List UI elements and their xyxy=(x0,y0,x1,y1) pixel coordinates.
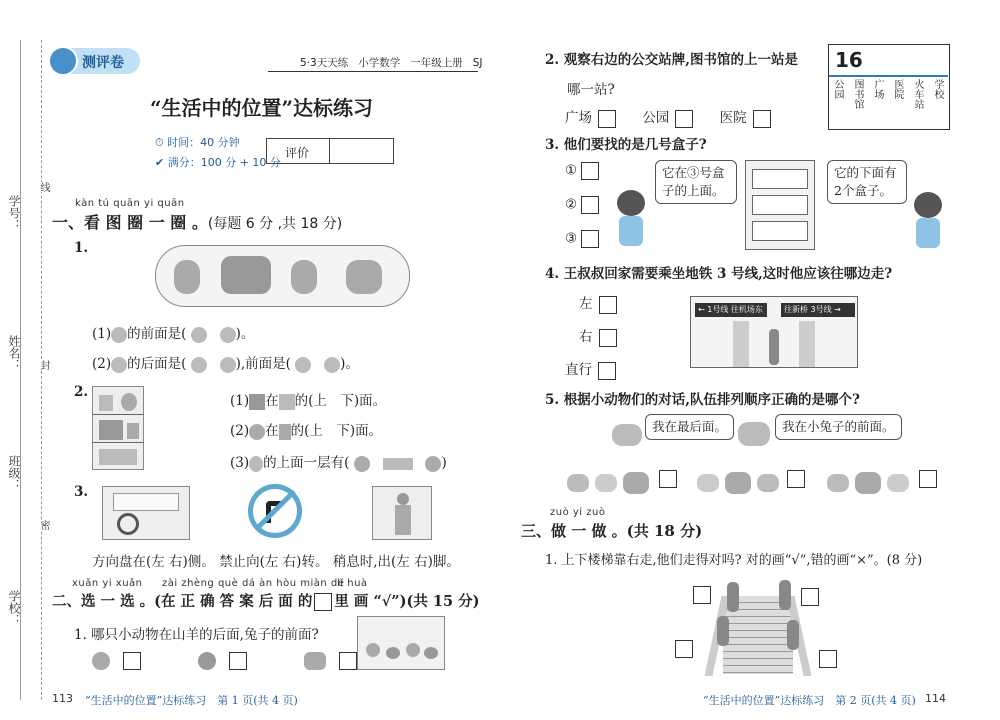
windshield xyxy=(113,493,179,511)
child-figure-icon xyxy=(787,620,799,650)
clock-item-icon xyxy=(249,456,263,472)
margin-xian: 线 xyxy=(38,182,49,192)
q1-line2-text: 的后面是( xyxy=(127,356,187,372)
margin-feng: 封 xyxy=(38,360,49,370)
cat-icon xyxy=(612,424,642,446)
answer-box-3[interactable] xyxy=(581,230,599,248)
r-q3-option-3 xyxy=(565,230,599,248)
option-face-icon[interactable] xyxy=(220,357,236,373)
child-figure-icon xyxy=(727,582,739,612)
child-figure-icon xyxy=(717,616,729,646)
dog-option-icon xyxy=(304,652,326,670)
r-q4-text: 4. 王叔叔回家需要乘坐地铁 3 号线,这时他应该往哪边走? xyxy=(545,266,893,282)
r-q4-option-left xyxy=(579,292,617,314)
name-label: 姓名： xyxy=(7,335,21,371)
option-label: ③ xyxy=(565,230,578,247)
dog-icon xyxy=(725,472,751,494)
sign-slash xyxy=(254,490,296,532)
s2-q1-options xyxy=(92,650,357,670)
toy-car-icon xyxy=(99,449,137,465)
option-label: ② xyxy=(565,196,578,213)
sign-right-dest: 往新桥 xyxy=(784,305,808,314)
option-label: 左 xyxy=(579,296,593,312)
man-figure-icon xyxy=(769,329,779,365)
dog-icon xyxy=(738,422,770,446)
q1-line1-end: )。 xyxy=(235,326,255,342)
queue-options xyxy=(567,468,987,498)
pig-figure-icon xyxy=(291,260,317,294)
pillar xyxy=(733,321,749,367)
option-face-icon[interactable] xyxy=(295,357,311,373)
section2-pinyin-2: zài zhèng què dá àn hòu miàn de xyxy=(162,578,345,589)
rabbit-icon xyxy=(595,474,617,492)
q2-line1-text: 在 xyxy=(265,393,279,409)
answer-box-left[interactable] xyxy=(599,296,617,314)
answer-box-cat[interactable] xyxy=(123,652,141,670)
evaluation-label: 评价 xyxy=(285,146,310,160)
footer-left: “生活中的位置”达标练习 第 1 页(共 4 页) xyxy=(85,694,298,707)
q3-number: 3. xyxy=(74,484,89,500)
option-label: 右 xyxy=(579,329,593,345)
series-name: 5·3天天练 xyxy=(300,57,349,69)
answer-box-queue-a[interactable] xyxy=(659,470,677,488)
footer-right: “生活中的位置”达标练习 第 2 页(共 4 页) xyxy=(703,694,916,707)
score-info xyxy=(155,154,281,170)
option-car-icon[interactable] xyxy=(383,458,413,470)
option-square: 广场 xyxy=(565,110,592,126)
answer-box-queue-b[interactable] xyxy=(787,470,805,488)
rabbit-icon xyxy=(887,474,909,492)
character-face-icon xyxy=(111,357,127,373)
time-info xyxy=(155,134,240,150)
cat-icon xyxy=(827,474,849,492)
stop-label: 医院 xyxy=(892,79,903,99)
sign-right-line: 3号线 xyxy=(810,305,832,314)
section2-heading-a: 二、选 一 选 。(在 正 确 答 案 后 面 的 xyxy=(52,593,313,610)
q2-line3-end: ) xyxy=(441,455,447,471)
cup-icon xyxy=(127,423,139,439)
section2-heading xyxy=(52,590,480,611)
student-at-ease-illustration xyxy=(372,486,432,540)
direction-sign-left: ← 1号线 往机场东 xyxy=(695,303,767,317)
clock-icon: ⏱ xyxy=(155,136,164,149)
r-q2-options xyxy=(565,106,771,128)
option-item-icon[interactable] xyxy=(354,456,370,472)
cat-toy-icon xyxy=(121,393,137,411)
option-label: ① xyxy=(565,162,578,179)
q1-number: 1. xyxy=(74,240,89,256)
binding-dashed-line xyxy=(41,40,42,700)
evaluation-box xyxy=(266,138,394,164)
drawer-3 xyxy=(752,221,808,241)
q1-line1-label: (1) xyxy=(92,326,112,342)
speech-bubble-dog: 我在小兔子的前面。 xyxy=(775,414,902,440)
r-q4-option-straight xyxy=(565,358,616,380)
speech-bubble-right: 它的下面有2个盒子。 xyxy=(827,160,907,204)
r-q3-option-1 xyxy=(565,162,599,180)
boy-body xyxy=(619,216,643,246)
cup-icon xyxy=(279,424,291,440)
animal-mark xyxy=(366,643,380,657)
q2-line2-text: 在 xyxy=(265,423,279,439)
stop-label: 广场 xyxy=(872,79,883,99)
monkey-option-icon xyxy=(198,652,216,670)
bookshelf-illustration xyxy=(92,386,144,470)
option-face-icon[interactable] xyxy=(191,327,207,343)
option-hospital: 医院 xyxy=(719,110,747,126)
evaluation-divider xyxy=(329,139,330,163)
journey-illustration xyxy=(155,245,410,307)
clock-item-icon xyxy=(99,395,113,411)
bus-stops xyxy=(833,79,947,129)
section2-heading-b: 里 画 “√”)(共 15 分) xyxy=(334,593,480,610)
animal-mark xyxy=(424,647,438,659)
answer-box-straight[interactable] xyxy=(598,362,616,380)
section1-title: 一、看 图 圈 一 圈 。 xyxy=(52,213,208,232)
q3-caption[interactable]: 方向盘在(左 右)侧。 禁止向(左 右)转。 稍息时,出(左 右)脚。 xyxy=(92,554,460,570)
boy-body xyxy=(916,218,940,248)
q2-line1 xyxy=(230,389,386,410)
dog-icon xyxy=(623,472,649,494)
student-body xyxy=(395,505,411,535)
q2-line1-end: 的(上 下)面。 xyxy=(294,393,387,409)
margin-mi: 密 xyxy=(38,520,49,530)
books-icon xyxy=(99,420,123,440)
q1-line2-end: )。 xyxy=(340,356,359,372)
q2-number: 2. xyxy=(74,384,89,400)
answer-box-stairs-1[interactable] xyxy=(693,586,711,604)
class-label: 班级： xyxy=(7,455,21,491)
badge-label: 测评卷 xyxy=(82,55,124,71)
option-label: 直行 xyxy=(565,362,592,378)
section1-heading xyxy=(52,210,342,233)
boy-head xyxy=(914,192,942,218)
section1-pinyin: kàn tú quān yi quān xyxy=(75,198,185,209)
subject: 小学数学 xyxy=(358,57,401,69)
section2-pinyin-1: xuǎn yi xuǎn xyxy=(72,578,143,589)
header-info xyxy=(300,55,483,70)
drawer-2 xyxy=(752,195,808,215)
monkey-figure-icon xyxy=(174,260,200,294)
car-dashboard-illustration xyxy=(102,486,190,540)
page-number-right: 114 xyxy=(925,692,946,705)
rabbit-icon xyxy=(697,474,719,492)
animal-mark xyxy=(386,647,400,659)
horse-rider-icon xyxy=(221,256,271,294)
steering-wheel-icon xyxy=(117,513,139,535)
mascot-icon xyxy=(48,46,78,76)
check-circle-icon: ✔ xyxy=(155,156,165,169)
dog-icon xyxy=(855,472,881,494)
badge xyxy=(48,48,140,74)
section1-points: (每题 6 分 ,共 18 分) xyxy=(207,216,343,232)
edition: SJ xyxy=(472,57,483,69)
q1-line2-mid: ),前面是( xyxy=(235,356,291,372)
q2-line3-label: (3) xyxy=(230,455,250,471)
answer-box-stairs-3[interactable] xyxy=(675,640,693,658)
monk-figure-icon xyxy=(346,260,382,294)
cat-icon xyxy=(757,474,779,492)
cat-toy-icon xyxy=(249,424,265,440)
r-q4-option-right xyxy=(579,325,617,347)
q1-line1 xyxy=(92,322,254,343)
sign-left-line: 1号线 xyxy=(707,305,729,314)
character-face-icon xyxy=(111,327,127,343)
q2-line2-label: (2) xyxy=(230,423,250,439)
page-title: “生活中的位置”达标练习 xyxy=(150,96,374,120)
stop-label: 公园 xyxy=(832,79,843,99)
answer-box-queue-c[interactable] xyxy=(919,470,937,488)
q2-line2 xyxy=(230,419,382,440)
drawer-1 xyxy=(752,169,808,189)
answer-box-2[interactable] xyxy=(581,196,599,214)
cat-option-icon xyxy=(92,652,110,670)
answer-box-stairs-2[interactable] xyxy=(801,588,819,606)
q1-line2-label: (2) xyxy=(92,356,112,372)
s2-q1-text: 1. 哪只小动物在山羊的后面,兔子的前面? xyxy=(74,627,319,643)
speech-bubble-left: 它在③号盒子的上面。 xyxy=(655,160,737,204)
stop-label: 图书馆 xyxy=(852,79,863,109)
shelf-line xyxy=(93,442,143,443)
answer-box-1[interactable] xyxy=(581,162,599,180)
bus-route-number: 16 xyxy=(835,48,863,72)
student-id-label: 学号： xyxy=(7,195,21,231)
route-line xyxy=(829,75,948,77)
stop-label: 学校 xyxy=(932,79,943,99)
header-rule xyxy=(268,71,478,72)
student-head xyxy=(397,493,409,505)
r-q2-text2: 哪一站? xyxy=(567,82,615,98)
answer-box-sample xyxy=(314,593,332,611)
answer-box-stairs-4[interactable] xyxy=(819,650,837,668)
bus-stop-sign xyxy=(828,44,950,130)
answer-box-monkey[interactable] xyxy=(229,652,247,670)
school-label: 学校： xyxy=(7,590,21,626)
stop-label: 火车站 xyxy=(912,79,923,109)
s3-q1-text: 1. 上下楼梯靠右走,他们走得对吗? 对的画“√”,错的画“×”。(8 分) xyxy=(545,553,923,568)
child-figure-icon xyxy=(779,580,791,610)
answer-box-dog[interactable] xyxy=(339,652,357,670)
boy-character-icon xyxy=(910,192,946,250)
right-page xyxy=(505,0,1000,720)
boy-character-icon xyxy=(613,190,649,248)
section3-pinyin: zuò yi zuò xyxy=(550,507,606,518)
time-text: 时间：40 分钟 xyxy=(167,136,240,149)
answer-box-square[interactable] xyxy=(598,110,616,128)
r-q2-text1: 2. 观察右边的公交站牌,图书馆的上一站是 xyxy=(545,52,798,68)
option-cat-icon[interactable] xyxy=(425,456,441,472)
boy-head xyxy=(617,190,645,216)
grade: 一年级上册 xyxy=(410,57,463,69)
animal-mark xyxy=(406,643,420,657)
sign-left-dest: 往机场东 xyxy=(730,305,763,314)
r-q5-text: 5. 根据小动物们的对话,队伍排列顺序正确的是哪个? xyxy=(545,392,860,408)
clock-item-icon xyxy=(279,394,295,410)
direction-sign-right: 往新桥 3号线 → xyxy=(781,303,855,317)
animals-hill-illustration xyxy=(357,616,445,670)
score-text: 满分：100 分 + 10 分 xyxy=(167,156,281,169)
option-park: 公园 xyxy=(642,110,670,126)
cat-icon xyxy=(567,474,589,492)
option-face-icon[interactable] xyxy=(324,357,340,373)
subway-station-illustration xyxy=(690,296,858,368)
q2-line1-label: (1) xyxy=(230,393,250,409)
section2-pinyin-3: lǐ huà xyxy=(337,578,368,589)
option-face-icon[interactable] xyxy=(191,357,207,373)
r-q3-text: 3. 他们要找的是几号盒子? xyxy=(545,137,707,153)
page-number-left: 113 xyxy=(52,692,73,705)
no-right-turn-sign-icon xyxy=(248,484,302,538)
q2-line3-text: 的上面一层有( xyxy=(263,455,350,471)
books-icon xyxy=(249,394,265,410)
q2-line3 xyxy=(230,451,447,472)
r-q3-option-2 xyxy=(565,196,599,214)
answer-box-right[interactable] xyxy=(599,329,617,347)
pillar xyxy=(799,321,815,367)
option-face-icon[interactable] xyxy=(220,327,236,343)
answer-box-hospital[interactable] xyxy=(753,110,771,128)
q1-line1-text: 的前面是( xyxy=(127,326,187,342)
speech-bubble-cat: 我在最后面。 xyxy=(645,414,734,440)
q2-line2-end: 的(上 下)面。 xyxy=(290,423,383,439)
shelf-line xyxy=(93,414,143,415)
answer-box-park[interactable] xyxy=(675,110,693,128)
section3-heading: 三、做 一 做 。(共 18 分) xyxy=(521,522,703,540)
q1-line2 xyxy=(92,352,359,373)
drawer-cabinet-illustration xyxy=(745,160,815,250)
